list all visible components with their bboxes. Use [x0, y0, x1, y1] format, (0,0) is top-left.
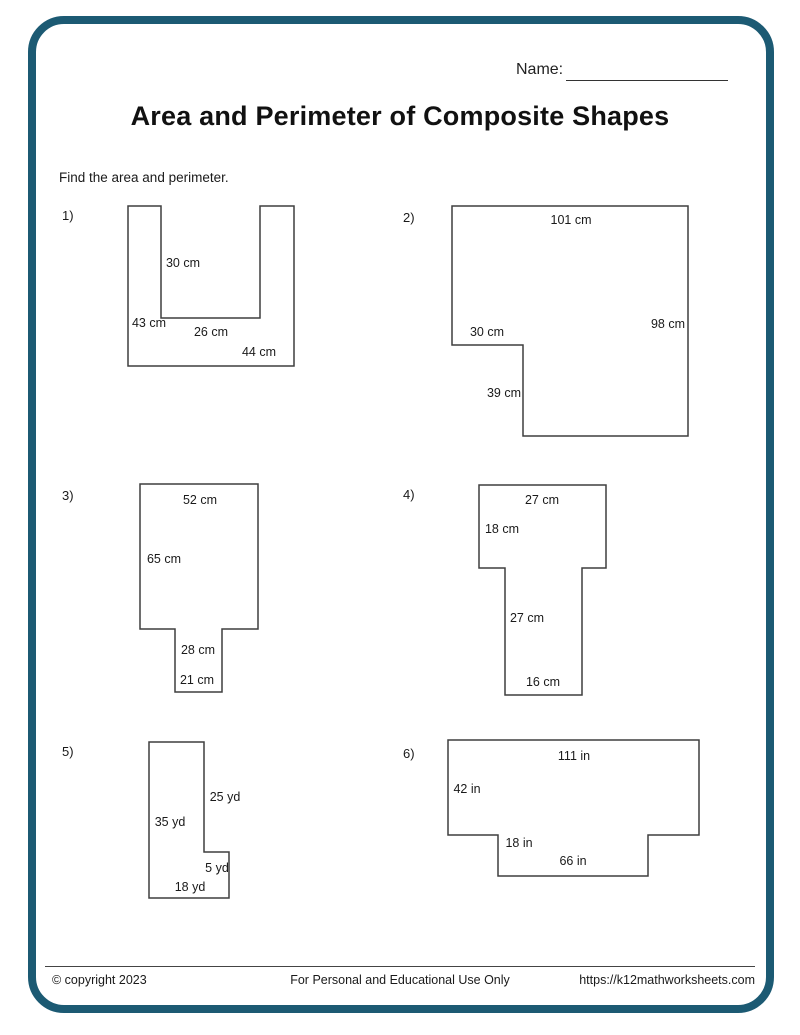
dimension-label: 101 cm [550, 213, 592, 227]
dimension-label: 18 in [505, 836, 533, 850]
dimension-label: 65 cm [146, 552, 182, 566]
dimension-label: 21 cm [179, 673, 215, 687]
name-label: Name: [516, 61, 564, 78]
dimension-label: 43 cm [131, 316, 167, 330]
composite-shape-1 [128, 206, 294, 366]
problem-number-5: 5) [62, 744, 74, 759]
dimension-label: 28 cm [180, 643, 216, 657]
page-title: Area and Perimeter of Composite Shapes [130, 101, 670, 131]
dimension-label: 5 yd [205, 861, 229, 875]
problem-number-4: 4) [403, 487, 415, 502]
dimension-label: 18 cm [484, 522, 520, 536]
dimension-label: 42 in [453, 782, 481, 796]
dimension-label: 111 in [557, 749, 591, 763]
footer-usage-text: For Personal and Educational Use Only [290, 973, 510, 987]
problem-number-2: 2) [403, 210, 415, 225]
dimension-label: 98 cm [650, 317, 686, 331]
footer-website-link[interactable]: https://k12mathworksheets.com [579, 973, 755, 987]
dimension-label: 27 cm [509, 611, 545, 625]
dimension-label: 30 cm [165, 256, 201, 270]
instruction-text: Find the area and perimeter. [59, 170, 229, 185]
footer-divider [45, 966, 755, 967]
dimension-label: 39 cm [486, 386, 522, 400]
dimension-label: 16 cm [525, 675, 561, 689]
composite-shape-3 [140, 484, 258, 692]
dimension-label: 30 cm [469, 325, 505, 339]
problem-number-3: 3) [62, 488, 74, 503]
dimension-label: 44 cm [241, 345, 277, 359]
dimension-label: 66 in [559, 854, 587, 868]
dimension-label: 35 yd [154, 815, 186, 829]
problem-number-1: 1) [62, 208, 74, 223]
dimension-label: 18 yd [174, 880, 206, 894]
problem-number-6: 6) [403, 746, 415, 761]
dimension-label: 52 cm [182, 493, 218, 507]
footer-copyright: © copyright 2023 [52, 973, 147, 987]
dimension-label: 25 yd [209, 790, 241, 804]
dimension-label: 27 cm [524, 493, 560, 507]
dimension-label: 26 cm [193, 325, 229, 339]
composite-shape-4 [479, 485, 606, 695]
